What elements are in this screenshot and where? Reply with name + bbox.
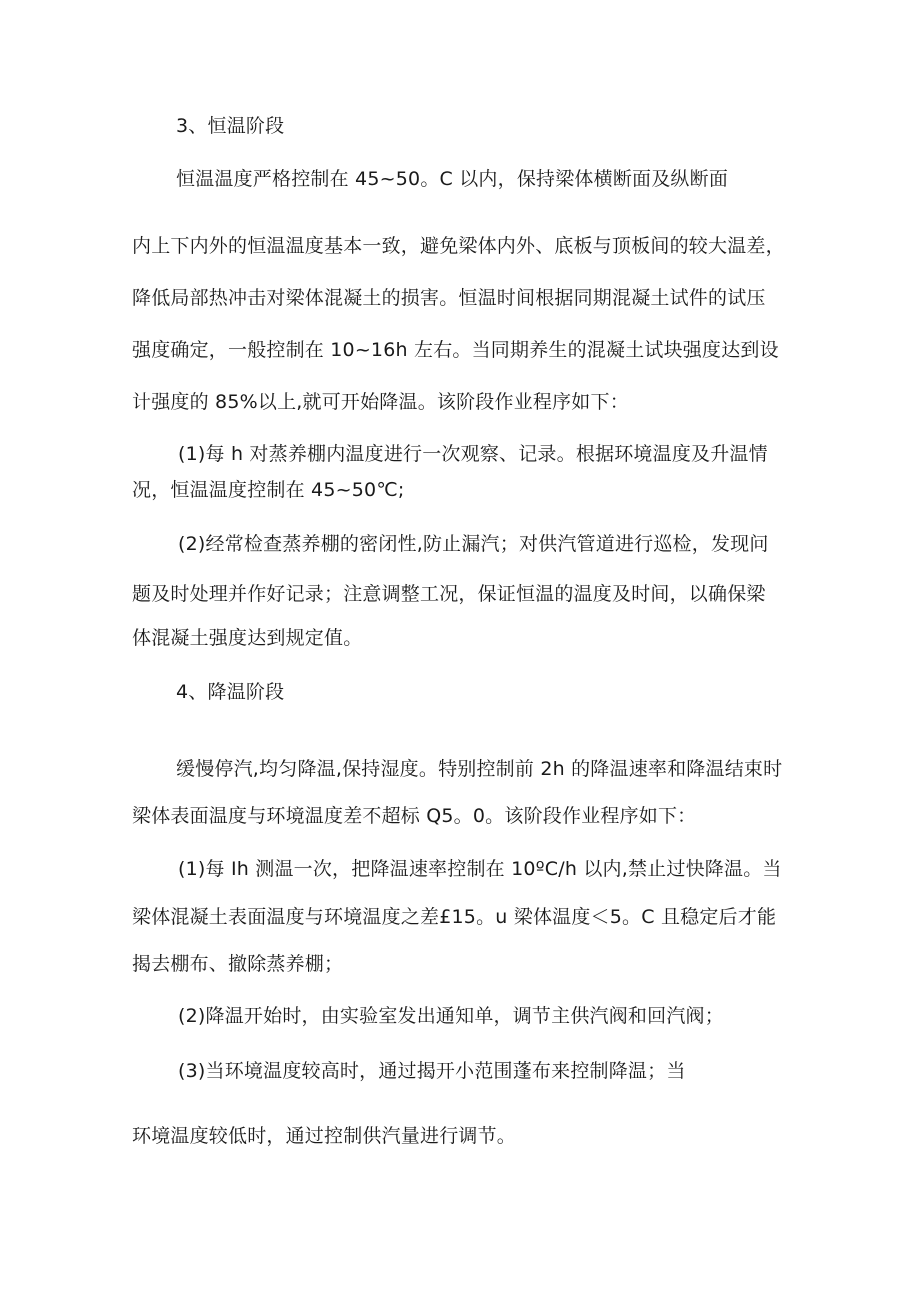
- paragraph-line: 梁体表面温度与环境温度差不超标 Q5。0。该阶段作业程序如下：: [132, 805, 697, 827]
- list-item-line: (1)每 Ih 测温一次，把降温速率控制在 10ºC/h 以内,禁止过快降温。当: [178, 858, 782, 880]
- list-item-line: (2)降温开始时，由实验室发出通知单，调节主供汽阀和回汽阀；: [178, 1005, 724, 1027]
- list-item-line: (1)每 h 对蒸养棚内温度进行一次观察、记录。根据环境温度及升温情: [178, 443, 768, 465]
- list-item-line: 况，恒温温度控制在 45~50℃;: [132, 479, 405, 501]
- paragraph-line: 内上下内外的恒温温度基本一致，避免梁体内外、底板与顶板间的较大温差，: [132, 235, 785, 257]
- paragraph-line: 强度确定，一般控制在 10~16h 左右。当同期养生的混凝土试块强度达到设: [132, 339, 779, 361]
- paragraph-line: 计强度的 85%以上,就可开始降温。该阶段作业程序如下：: [132, 391, 629, 413]
- list-item-line: (2)经常检查蒸养棚的密闭性,防止漏汽；对供汽管道进行巡检，发现问: [178, 533, 769, 555]
- list-item-line: 体混凝土强度达到规定值。: [132, 627, 363, 649]
- list-item-line: 揭去棚布、撤除蒸养棚；: [132, 953, 344, 975]
- list-item-line: (3)当环境温度较高时，通过揭开小范围蓬布来控制降温；当: [178, 1060, 686, 1082]
- list-item-line: 环境温度较低时，通过控制供汽量进行调节。: [132, 1125, 517, 1147]
- paragraph-line: 缓慢停汽,均匀降温,保持湿度。特别控制前 2h 的降温速率和降温结束时: [176, 758, 783, 780]
- paragraph-line: 恒温温度严格控制在 45~50。C 以内，保持梁体横断面及纵断面: [176, 168, 729, 190]
- heading-constant-temp-stage: 3、恒温阶段: [176, 115, 285, 137]
- list-item-line: 题及时处理并作好记录；注意调整工况，保证恒温的温度及时间，以确保梁: [132, 583, 766, 605]
- list-item-line: 梁体混凝土表面温度与环境温度之差£15。u 梁体温度＜5。C 且稳定后才能: [132, 906, 777, 928]
- paragraph-line: 降低局部热冲击对梁体混凝土的损害。恒温时间根据同期混凝土试件的试压: [132, 287, 766, 309]
- heading-cooling-stage: 4、降温阶段: [176, 681, 285, 703]
